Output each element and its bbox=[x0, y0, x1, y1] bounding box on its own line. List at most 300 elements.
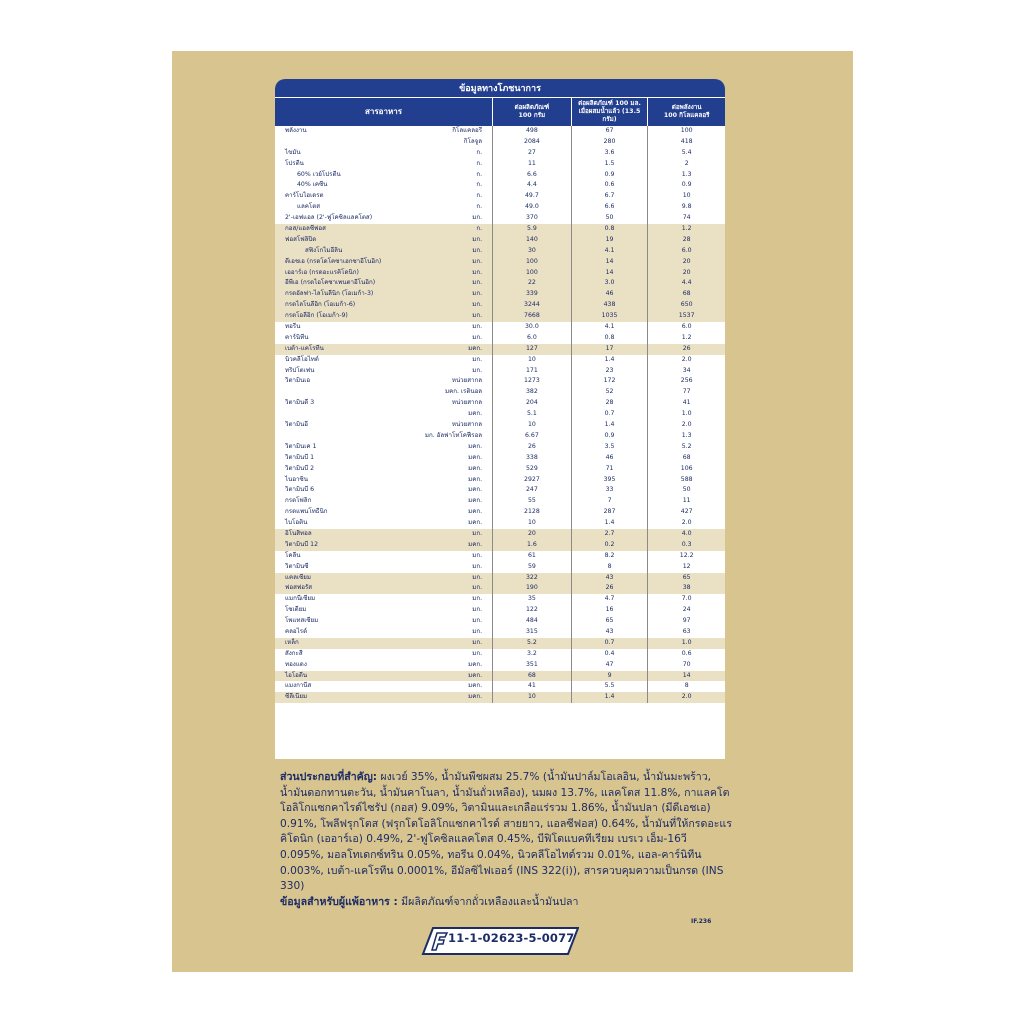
value-per-100ml: 0.9 bbox=[571, 170, 648, 181]
value-per-100kcal: 0.9 bbox=[647, 180, 725, 191]
nutrient-name: อีพีเอ (กรดไอโคซาเพนตาอีโนอิก) bbox=[285, 279, 376, 287]
allergen-info bbox=[280, 893, 732, 910]
table-row bbox=[275, 507, 725, 518]
nutrient-name: วิตามินบี 2 bbox=[285, 464, 315, 472]
table-row bbox=[275, 529, 725, 540]
table-row bbox=[275, 660, 725, 671]
value-per-100g: 122 bbox=[492, 605, 571, 616]
value-per-100kcal: 68 bbox=[647, 289, 725, 300]
nutrient-unit: มคก. bbox=[468, 475, 483, 483]
table-row bbox=[275, 300, 725, 311]
nutrient-unit: มก. bbox=[472, 606, 483, 614]
value-per-100ml: 5.5 bbox=[571, 681, 648, 692]
value-per-100g: 3244 bbox=[492, 300, 571, 311]
nutrient-name bbox=[275, 409, 406, 420]
table-row bbox=[275, 627, 725, 638]
value-per-100ml: 19 bbox=[571, 235, 648, 246]
value-per-100kcal: 106 bbox=[647, 464, 725, 475]
value-per-100g: 3.2 bbox=[492, 649, 571, 660]
nutrient-name: พลังงาน bbox=[285, 127, 307, 134]
value-per-100g: 61 bbox=[492, 551, 571, 562]
value-per-100kcal: 11 bbox=[647, 496, 725, 507]
value-per-100kcal: 68 bbox=[647, 453, 725, 464]
table-row bbox=[275, 409, 725, 420]
table-row bbox=[275, 289, 725, 300]
table-row bbox=[275, 583, 725, 594]
value-per-100ml: 0.9 bbox=[571, 431, 648, 442]
value-per-100kcal: 10 bbox=[647, 191, 725, 202]
value-per-100g: 10 bbox=[492, 420, 571, 431]
table-row bbox=[275, 442, 725, 453]
nutrient-name: โคลีน bbox=[285, 551, 301, 559]
value-per-100g: 4.4 bbox=[492, 180, 571, 191]
nutrient-unit: กิโลจูล bbox=[463, 137, 483, 145]
table-row bbox=[275, 485, 725, 496]
nutrient-name bbox=[275, 137, 406, 148]
value-per-100g: 20 bbox=[492, 529, 571, 540]
value-per-100ml: 3.5 bbox=[571, 442, 648, 453]
nutrient-unit: มคก. bbox=[468, 464, 483, 472]
value-per-100g: 30 bbox=[492, 246, 571, 257]
value-per-100ml: 46 bbox=[571, 289, 648, 300]
table-row bbox=[275, 235, 725, 246]
table-row bbox=[275, 692, 725, 703]
table-row bbox=[275, 268, 725, 279]
value-per-100g: 22 bbox=[492, 278, 571, 289]
nutrient-name: กรดโฟลิก bbox=[285, 497, 312, 505]
nutrient-unit: มคก. bbox=[468, 442, 483, 450]
value-per-100kcal: 588 bbox=[647, 475, 725, 486]
nutrient-name: วิตามินดี 3 bbox=[285, 399, 315, 407]
value-per-100kcal: 34 bbox=[647, 366, 725, 377]
value-per-100kcal: 2.0 bbox=[647, 692, 725, 703]
nutrient-name: อิโนสิทอล bbox=[285, 529, 312, 537]
nutrient-unit: มก. bbox=[472, 235, 483, 243]
nutrient-unit: หน่วยสากล bbox=[451, 399, 483, 407]
value-per-100kcal: 4.0 bbox=[647, 529, 725, 540]
value-per-100kcal: 28 bbox=[647, 235, 725, 246]
value-per-100ml: 14 bbox=[571, 257, 648, 268]
value-per-100g: 247 bbox=[492, 485, 571, 496]
header-per-100g: ต่อผลิตภัณฑ์ 100 กรัม bbox=[492, 98, 571, 126]
value-per-100kcal: 1.2 bbox=[647, 333, 725, 344]
nutrient-name: ไนอาซิน bbox=[285, 475, 308, 483]
value-per-100ml: 395 bbox=[571, 475, 648, 486]
value-per-100kcal: 5.4 bbox=[647, 148, 725, 159]
value-per-100ml: 172 bbox=[571, 376, 648, 387]
nutrient-name: กอส/แอลซีฟอส bbox=[285, 225, 326, 233]
value-per-100ml: 46 bbox=[571, 453, 648, 464]
value-per-100g: 190 bbox=[492, 583, 571, 594]
table-row bbox=[275, 551, 725, 562]
value-per-100kcal: 97 bbox=[647, 616, 725, 627]
table-row bbox=[275, 649, 725, 660]
value-per-100ml: 0.7 bbox=[571, 409, 648, 420]
nutrient-unit: มก. bbox=[472, 529, 483, 537]
value-per-100kcal: 100 bbox=[647, 126, 725, 137]
nutrient-unit: มก. bbox=[472, 551, 483, 559]
table-row bbox=[275, 311, 725, 322]
nutrient-unit: มก. bbox=[472, 246, 483, 254]
table-row bbox=[275, 322, 725, 333]
value-per-100g: 1273 bbox=[492, 376, 571, 387]
value-per-100kcal: 38 bbox=[647, 583, 725, 594]
table-row bbox=[275, 257, 725, 268]
nutrient-name: กรดไลโนลีอิก (โอเมก้า-6) bbox=[285, 301, 356, 309]
nutrient-unit: มคก. bbox=[468, 682, 483, 690]
value-per-100ml: 287 bbox=[571, 507, 648, 518]
value-per-100g: 498 bbox=[492, 126, 571, 137]
value-per-100g: 351 bbox=[492, 660, 571, 671]
nutrient-unit: มก. bbox=[472, 584, 483, 592]
nutrient-unit: มคก. bbox=[468, 410, 483, 418]
value-per-100g: 370 bbox=[492, 213, 571, 224]
value-per-100g: 27 bbox=[492, 148, 571, 159]
header-per-100ml: ต่อผลิตภัณฑ์ 100 มล. เมื่อผสมน้ำแล้ว (13.5 กรัม) bbox=[571, 98, 648, 126]
nutrient-name: 60% เวย์โปรตีน bbox=[297, 170, 341, 178]
value-per-100ml: 3.6 bbox=[571, 148, 648, 159]
value-per-100g: 49.0 bbox=[492, 202, 571, 213]
value-per-100kcal: 6.0 bbox=[647, 322, 725, 333]
value-per-100g: 55 bbox=[492, 496, 571, 507]
value-per-100kcal: 2.0 bbox=[647, 420, 725, 431]
ingredients-paragraph bbox=[280, 770, 732, 895]
nutrient-unit: มก. bbox=[472, 279, 483, 287]
value-per-100g: 382 bbox=[492, 387, 571, 398]
value-per-100g: 338 bbox=[492, 453, 571, 464]
value-per-100ml: 67 bbox=[571, 126, 648, 137]
table-row bbox=[275, 170, 725, 181]
nutrient-name: แลคโตส bbox=[297, 203, 321, 211]
table-row bbox=[275, 475, 725, 486]
nutrient-unit: มคก. bbox=[468, 671, 483, 679]
value-per-100g: 484 bbox=[492, 616, 571, 627]
nutrient-unit: มก. อัลฟาโทโคฟีรอล bbox=[424, 431, 483, 439]
value-per-100ml: 26 bbox=[571, 583, 648, 594]
value-per-100ml: 23 bbox=[571, 366, 648, 377]
table-row bbox=[275, 518, 725, 529]
value-per-100kcal: 24 bbox=[647, 605, 725, 616]
nutrient-name: สฟิงโกไมอีลิน bbox=[305, 246, 343, 254]
nutrient-name: วิตามินบี 6 bbox=[285, 486, 315, 494]
nutrient-name: กรดแพนโทธีนิก bbox=[285, 508, 328, 516]
value-per-100ml: 2.7 bbox=[571, 529, 648, 540]
value-per-100ml: 50 bbox=[571, 213, 648, 224]
nutrient-unit: ก. bbox=[476, 225, 483, 233]
value-per-100kcal: 427 bbox=[647, 507, 725, 518]
value-per-100g: 204 bbox=[492, 398, 571, 409]
table-row bbox=[275, 191, 725, 202]
nutrient-unit: มคก. bbox=[468, 344, 483, 352]
table-row bbox=[275, 398, 725, 409]
value-per-100ml: 280 bbox=[571, 137, 648, 148]
nutrient-name: เบต้า-แคโรทีน bbox=[285, 344, 324, 352]
value-per-100g: 6.67 bbox=[492, 431, 571, 442]
value-per-100kcal: 418 bbox=[647, 137, 725, 148]
value-per-100ml: 17 bbox=[571, 344, 648, 355]
value-per-100ml: 0.8 bbox=[571, 333, 648, 344]
nutrient-name: กรดอัลฟา-ไลโนลีนิก (โอเมก้า-3) bbox=[285, 290, 374, 298]
nutrient-name: ไบโอติน bbox=[285, 519, 308, 527]
value-per-100kcal: 1.0 bbox=[647, 638, 725, 649]
table-row bbox=[275, 148, 725, 159]
table-row bbox=[275, 366, 725, 377]
value-per-100g: 140 bbox=[492, 235, 571, 246]
value-per-100ml: 65 bbox=[571, 616, 648, 627]
table-row bbox=[275, 278, 725, 289]
value-per-100g: 10 bbox=[492, 692, 571, 703]
value-per-100g: 100 bbox=[492, 257, 571, 268]
table-row bbox=[275, 224, 725, 235]
nutrient-name: แมงกานีส bbox=[285, 682, 312, 690]
nutrient-unit: มก. bbox=[472, 573, 483, 581]
value-per-100kcal: 12 bbox=[647, 562, 725, 573]
nutrient-name: สังกะสี bbox=[285, 649, 303, 657]
nutrient-name: ทริปโตเฟน bbox=[285, 366, 315, 374]
nutrient-unit: มก. bbox=[472, 301, 483, 309]
table-row bbox=[275, 562, 725, 573]
nutrient-unit: มก. bbox=[472, 562, 483, 570]
value-per-100kcal: 5.2 bbox=[647, 442, 725, 453]
nutrient-unit: มก. bbox=[472, 323, 483, 331]
value-per-100ml: 4.1 bbox=[571, 246, 648, 257]
nutrient-name: ทองแดง bbox=[285, 660, 307, 668]
nutrient-unit: มคก. bbox=[468, 660, 483, 668]
value-per-100ml: 1035 bbox=[571, 311, 648, 322]
nutrient-name: คลอไรด์ bbox=[285, 627, 308, 635]
value-per-100ml: 1.4 bbox=[571, 420, 648, 431]
nutrient-name: เออาร์เอ (กรดอะแรคิโดนิก) bbox=[285, 268, 359, 276]
value-per-100g: 35 bbox=[492, 594, 571, 605]
nutrient-unit: ก. bbox=[476, 170, 483, 178]
value-per-100ml: 0.2 bbox=[571, 540, 648, 551]
nutrient-unit: มก. bbox=[472, 366, 483, 374]
value-per-100g: 127 bbox=[492, 344, 571, 355]
table-row bbox=[275, 376, 725, 387]
nutrient-unit: มก. bbox=[472, 312, 483, 320]
value-per-100kcal: 65 bbox=[647, 573, 725, 584]
value-per-100ml: 52 bbox=[571, 387, 648, 398]
value-per-100g: 49.7 bbox=[492, 191, 571, 202]
table-row bbox=[275, 387, 725, 398]
nutrient-name: นิวคลีโอไทด์ bbox=[285, 355, 319, 363]
value-per-100g: 7668 bbox=[492, 311, 571, 322]
nutrient-unit: มก. bbox=[472, 627, 483, 635]
nutrient-unit: มก. bbox=[472, 638, 483, 646]
nutrient-name: เหล็ก bbox=[285, 638, 299, 646]
nutrient-name: 2'-เอฟแอล (2'-ฟูโคซิลแลคโตส) bbox=[285, 214, 373, 222]
value-per-100kcal: 70 bbox=[647, 660, 725, 671]
value-per-100ml: 47 bbox=[571, 660, 648, 671]
nutrient-unit: ก. bbox=[476, 192, 483, 200]
table-row bbox=[275, 213, 725, 224]
nutrient-name: ซีลีเนียม bbox=[285, 693, 308, 701]
value-per-100ml: 8 bbox=[571, 562, 648, 573]
value-per-100g: 68 bbox=[492, 671, 571, 682]
nutrient-unit: มคก. เรตินอล bbox=[444, 388, 483, 396]
header-per-100kcal: ต่อพลังงาน 100 กิโลแคลอรี bbox=[647, 98, 725, 126]
nutrient-name: วิตามินอี bbox=[285, 421, 308, 429]
value-per-100g: 30.0 bbox=[492, 322, 571, 333]
table-row bbox=[275, 159, 725, 170]
table-row bbox=[275, 573, 725, 584]
value-per-100ml: 438 bbox=[571, 300, 648, 311]
value-per-100ml: 43 bbox=[571, 627, 648, 638]
value-per-100g: 339 bbox=[492, 289, 571, 300]
nutrient-name: คาร์โบไฮเดรต bbox=[285, 192, 324, 200]
value-per-100ml: 0.7 bbox=[571, 638, 648, 649]
value-per-100kcal: 77 bbox=[647, 387, 725, 398]
table-row bbox=[275, 638, 725, 649]
value-per-100kcal: 256 bbox=[647, 376, 725, 387]
table-row bbox=[275, 180, 725, 191]
value-per-100g: 5.2 bbox=[492, 638, 571, 649]
nutrient-name: แมกนีเซียม bbox=[285, 595, 316, 603]
value-per-100kcal: 8 bbox=[647, 681, 725, 692]
value-per-100kcal: 1.3 bbox=[647, 431, 725, 442]
value-per-100g: 100 bbox=[492, 268, 571, 279]
value-per-100g: 26 bbox=[492, 442, 571, 453]
value-per-100kcal: 50 bbox=[647, 485, 725, 496]
header-nutrient: สารอาหาร bbox=[365, 107, 403, 116]
nutrient-unit: กิโลแคลอรี bbox=[452, 127, 483, 134]
table-row bbox=[275, 681, 725, 692]
nutrient-unit: ก. bbox=[476, 148, 483, 156]
table-row bbox=[275, 453, 725, 464]
nutrient-unit: มคก. bbox=[468, 693, 483, 701]
nutrient-unit: มก. bbox=[472, 617, 483, 625]
nutrient-unit: มคก. bbox=[468, 497, 483, 505]
table-header-row bbox=[275, 97, 725, 126]
nutrient-unit: ก. bbox=[476, 203, 483, 211]
value-per-100kcal: 650 bbox=[647, 300, 725, 311]
nutrient-unit: มก. bbox=[472, 333, 483, 341]
table-row bbox=[275, 355, 725, 366]
nutrient-name: ฟอสโฟลิปิด bbox=[285, 235, 317, 243]
value-per-100kcal: 0.6 bbox=[647, 649, 725, 660]
nutrition-table bbox=[275, 79, 725, 759]
value-per-100g: 10 bbox=[492, 518, 571, 529]
nutrient-name: วิตามินบี 1 bbox=[285, 453, 315, 461]
value-per-100g: 6.0 bbox=[492, 333, 571, 344]
nutrient-name: ไอโอดีน bbox=[285, 671, 308, 679]
value-per-100kcal: 1.2 bbox=[647, 224, 725, 235]
nutrient-name: คาร์นิทีน bbox=[285, 333, 309, 341]
value-per-100ml: 0.8 bbox=[571, 224, 648, 235]
value-per-100kcal: 20 bbox=[647, 257, 725, 268]
value-per-100kcal: 63 bbox=[647, 627, 725, 638]
value-per-100kcal: 7.0 bbox=[647, 594, 725, 605]
nutrient-name: วิตามินเอ bbox=[285, 377, 311, 385]
value-per-100kcal: 1.3 bbox=[647, 170, 725, 181]
nutrient-unit: หน่วยสากล bbox=[451, 421, 483, 429]
table-row bbox=[275, 464, 725, 475]
value-per-100ml: 7 bbox=[571, 496, 648, 507]
nutrient-name: ไขมัน bbox=[285, 148, 301, 156]
nutrient-name: ฟอสฟอรัส bbox=[285, 584, 313, 592]
table-row bbox=[275, 431, 725, 442]
ingredients-text: ผงเวย์ 35%, น้ำมันพืชผสม 25.7% (น้ำมันปาล์มโอเลอิน, น้ำมันมะพร้าว, น้ำมันดอกทานตะวัน, น้ำมันคาโนลา, น้ำมันถั่วเหลือง), นมผง 13.7%, แลคโตส 11.8%, กาแลคโตโอลิโกแซกคาไรด์ไซรัป (กอส) 9.09%, วิตามินและเกลือแร่รวม 1.86%, น้ำมันปลา (มีดีเอชเอ) 0.91%, โพลีฟรุกโตส (ฟรุกโตโอลิโกแซกคาไรด์ สายยาว, แอลซีฟอส) 0.64%, น้ำมันที่ให้กรดอะแรคิโดนิก (เออาร์เอ) 0.49%, 2'-ฟูโคซิลแลคโตส 0.45%, บีฟิโดแบคทีเรียม เบรเว เอ็ม-16วี 0.095%, มอลโทเดกซ์ทริน 0.05%, ทอรีน 0.04%, นิวคลีโอไทด์รวม 0.01%, แอล-คาร์นิทีน 0.003%, เบต้า-แคโรทีน 0.0001%, อีมัลซิไฟเออร์ (INS 322(i)), สารควบคุมความเป็นกรด (INS 330) bbox=[280, 771, 732, 893]
allergen-label: ข้อมูลสำหรับผู้แพ้อาหาร : bbox=[280, 896, 398, 908]
value-per-100g: 5.9 bbox=[492, 224, 571, 235]
nutrient-name: ดีเอชเอ (กรดโดโคซาเฮกซาอีโนอิก) bbox=[285, 257, 382, 265]
table-row bbox=[275, 202, 725, 213]
value-per-100ml: 33 bbox=[571, 485, 648, 496]
value-per-100g: 2927 bbox=[492, 475, 571, 486]
table-row bbox=[275, 496, 725, 507]
value-per-100ml: 43 bbox=[571, 573, 648, 584]
nutrient-unit: มก. bbox=[472, 355, 483, 363]
nutrient-name: วิตามินเค 1 bbox=[285, 442, 317, 450]
value-per-100kcal: 6.0 bbox=[647, 246, 725, 257]
value-per-100kcal: 4.4 bbox=[647, 278, 725, 289]
nutrient-unit: มคก. bbox=[468, 486, 483, 494]
value-per-100ml: 0.4 bbox=[571, 649, 648, 660]
table-row bbox=[275, 594, 725, 605]
value-per-100kcal: 14 bbox=[647, 671, 725, 682]
value-per-100ml: 8.2 bbox=[571, 551, 648, 562]
nutrient-name: โซเดียม bbox=[285, 606, 307, 614]
value-per-100kcal: 2.0 bbox=[647, 355, 725, 366]
value-per-100g: 171 bbox=[492, 366, 571, 377]
nutrient-unit: มก. bbox=[472, 214, 483, 222]
nutrient-name: โปรตีน bbox=[285, 159, 304, 167]
value-per-100ml: 6.7 bbox=[571, 191, 648, 202]
value-per-100kcal: 41 bbox=[647, 398, 725, 409]
value-per-100kcal: 20 bbox=[647, 268, 725, 279]
product-code: IF.236 bbox=[691, 918, 712, 925]
value-per-100g: 41 bbox=[492, 681, 571, 692]
nutrient-name: วิตามินบี 12 bbox=[285, 540, 319, 548]
value-per-100ml: 28 bbox=[571, 398, 648, 409]
ingredients-label: ส่วนประกอบที่สำคัญ: bbox=[280, 771, 378, 783]
table-row bbox=[275, 420, 725, 431]
value-per-100ml: 0.6 bbox=[571, 180, 648, 191]
value-per-100g: 322 bbox=[492, 573, 571, 584]
table-row bbox=[275, 605, 725, 616]
value-per-100g: 529 bbox=[492, 464, 571, 475]
nutrient-unit: มก. bbox=[472, 290, 483, 298]
table-row bbox=[275, 616, 725, 627]
table-row bbox=[275, 333, 725, 344]
nutrient-unit: หน่วยสากล bbox=[451, 377, 483, 385]
table-row bbox=[275, 671, 725, 682]
nutrient-name: โพแทสเซียม bbox=[285, 617, 319, 625]
value-per-100kcal: 26 bbox=[647, 344, 725, 355]
value-per-100g: 1.6 bbox=[492, 540, 571, 551]
value-per-100ml: 1.5 bbox=[571, 159, 648, 170]
nutrient-name bbox=[275, 387, 406, 398]
value-per-100ml: 14 bbox=[571, 268, 648, 279]
nutrient-name: ทอรีน bbox=[285, 323, 301, 331]
value-per-100g: 5.1 bbox=[492, 409, 571, 420]
value-per-100ml: 1.4 bbox=[571, 355, 648, 366]
value-per-100kcal: 1537 bbox=[647, 311, 725, 322]
value-per-100kcal: 12.2 bbox=[647, 551, 725, 562]
nutrient-unit: มคก. bbox=[468, 508, 483, 516]
value-per-100ml: 4.7 bbox=[571, 594, 648, 605]
value-per-100ml: 16 bbox=[571, 605, 648, 616]
value-per-100g: 2128 bbox=[492, 507, 571, 518]
nutrient-name: วิตามินซี bbox=[285, 562, 309, 570]
nutrient-unit: มก. bbox=[472, 649, 483, 657]
nutrient-unit: ก. bbox=[476, 181, 483, 189]
table-row bbox=[275, 344, 725, 355]
nutrient-unit: มคก. bbox=[468, 453, 483, 461]
value-per-100kcal: 1.0 bbox=[647, 409, 725, 420]
nutrient-name bbox=[275, 431, 406, 442]
allergen-text: มีผลิตภัณฑ์จากถั่วเหลืองและน้ำมันปลา bbox=[397, 896, 579, 908]
